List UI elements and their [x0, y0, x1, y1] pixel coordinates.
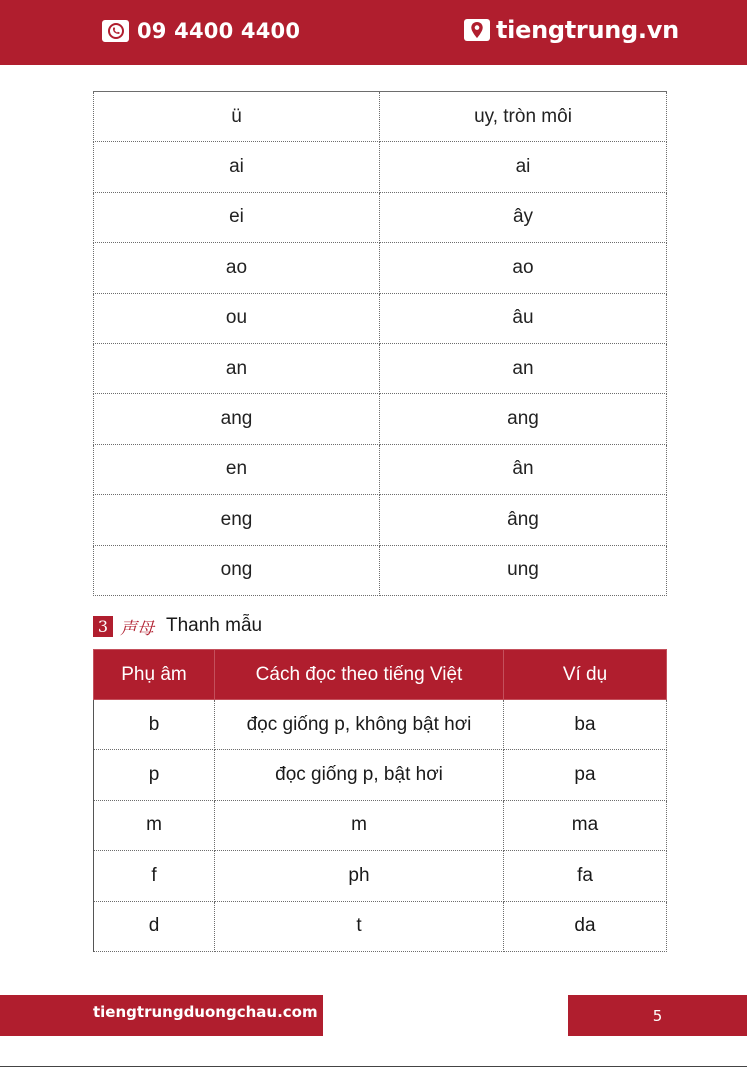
- table-cell: âng: [380, 495, 667, 545]
- table-cell: ma: [504, 800, 667, 850]
- finals-table: [93, 91, 667, 596]
- table-cell: p: [94, 750, 215, 800]
- table-row: [94, 142, 667, 192]
- table-cell: ung: [380, 545, 667, 595]
- phone-number: 09 4400 4400: [137, 19, 301, 43]
- table-cell: ây: [380, 192, 667, 242]
- table-cell: f: [94, 851, 215, 901]
- table-cell: đọc giống p, bật hơi: [215, 750, 504, 800]
- table-cell: an: [380, 343, 667, 393]
- table-row: [94, 444, 667, 494]
- table-cell: b: [94, 700, 215, 750]
- brand-logo[interactable]: [464, 15, 679, 45]
- table-cell: ao: [94, 243, 380, 293]
- section-number: 3: [93, 616, 113, 637]
- table-cell: m: [94, 800, 215, 850]
- table-cell: ang: [380, 394, 667, 444]
- table-cell: an: [94, 343, 380, 393]
- table-cell: m: [215, 800, 504, 850]
- table-cell: đọc giống p, không bật hơi: [215, 700, 504, 750]
- table-cell: âu: [380, 293, 667, 343]
- table-cell: fa: [504, 851, 667, 901]
- table-row: [94, 545, 667, 595]
- table-cell: pa: [504, 750, 667, 800]
- phone-contact[interactable]: [102, 17, 300, 45]
- table-row: [94, 394, 667, 444]
- table-row: [94, 800, 667, 850]
- table-header-row: [94, 650, 667, 700]
- table-cell: ph: [215, 851, 504, 901]
- phone-icon: [102, 20, 129, 42]
- table-cell: eng: [94, 495, 380, 545]
- table-cell: ao: [380, 243, 667, 293]
- initials-table: [93, 649, 667, 952]
- header-vi-du: Ví dụ: [504, 650, 667, 700]
- table-row: [94, 901, 667, 951]
- footer-website-bar: [0, 995, 323, 1036]
- table-cell: ai: [94, 142, 380, 192]
- table-cell: ou: [94, 293, 380, 343]
- header-bar: [0, 0, 747, 65]
- table-cell: ang: [94, 394, 380, 444]
- section-heading: [93, 615, 262, 637]
- table-row: [94, 851, 667, 901]
- table-row: [94, 343, 667, 393]
- table-cell: ân: [380, 444, 667, 494]
- bottom-divider: [0, 1066, 747, 1067]
- brand-name: tiengtrung.vn: [496, 16, 679, 44]
- table-cell: ba: [504, 700, 667, 750]
- section-chinese-title: 声母: [120, 618, 154, 639]
- table-cell: ei: [94, 192, 380, 242]
- footer-website[interactable]: tiengtrungduongchau.com: [93, 1003, 318, 1021]
- table-cell: t: [215, 901, 504, 951]
- header-cach-doc: Cách đọc theo tiếng Việt: [215, 650, 504, 700]
- table-row: [94, 293, 667, 343]
- table-row: [94, 192, 667, 242]
- table-row: [94, 243, 667, 293]
- table-cell: uy, tròn môi: [380, 92, 667, 142]
- table-cell: d: [94, 901, 215, 951]
- table-row: [94, 495, 667, 545]
- section-title: Thanh mẫu: [166, 615, 263, 636]
- table-cell: ong: [94, 545, 380, 595]
- table-cell: ü: [94, 92, 380, 142]
- table-cell: en: [94, 444, 380, 494]
- table-row: [94, 92, 667, 142]
- header-phu-am: Phụ âm: [94, 650, 215, 700]
- location-pin-icon: [464, 19, 490, 41]
- footer-page-bar: [568, 995, 747, 1036]
- table-cell: ai: [380, 142, 667, 192]
- table-cell: da: [504, 901, 667, 951]
- table-row: [94, 750, 667, 800]
- page-number: 5: [652, 1006, 663, 1025]
- table-row: [94, 700, 667, 750]
